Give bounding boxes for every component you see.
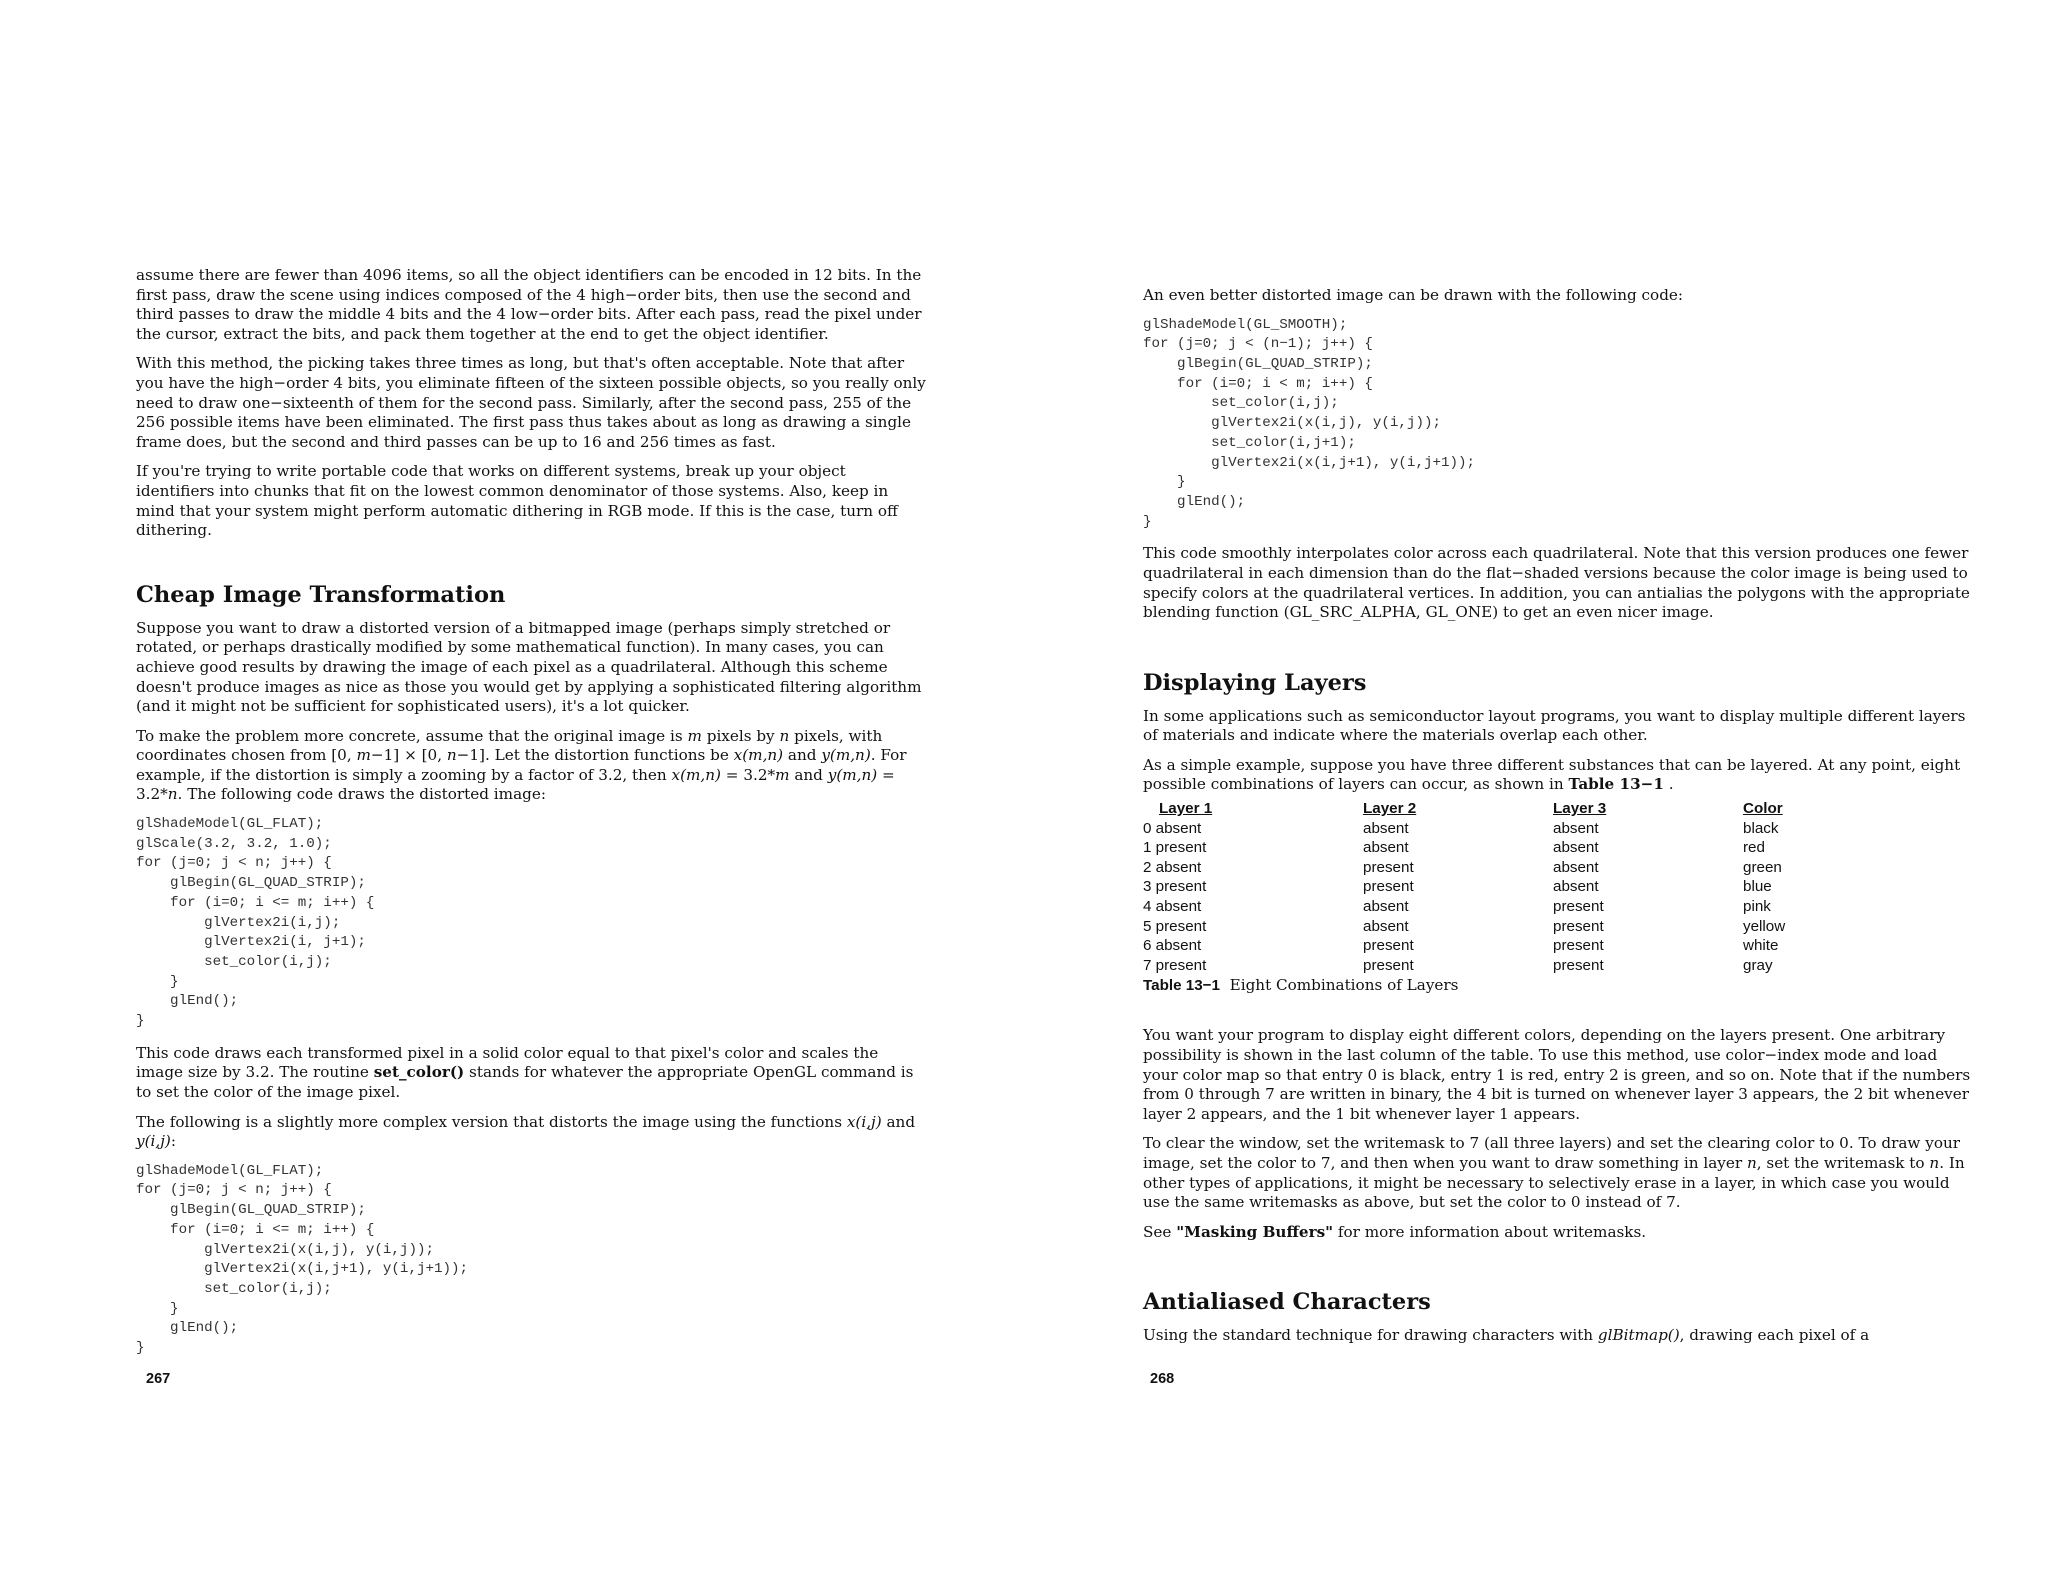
table-cell: present xyxy=(1553,898,1604,916)
table-cell: absent xyxy=(1553,878,1599,896)
table-row xyxy=(1143,897,1803,917)
paragraph: Using the standard technique for drawing characters with glBitmap(), drawing each pixel of a xyxy=(1143,1326,1870,1345)
masking-buffers-link[interactable]: "Masking Buffers" xyxy=(1176,1222,1334,1241)
table-cell: present xyxy=(1553,917,1604,935)
table-cell: present xyxy=(1363,858,1414,876)
right-text-column xyxy=(1143,286,1973,1356)
paragraph: In some applications such as semiconductor layout programs, you want to display multiple different layers of materials and indicate where the materials overlap each other. xyxy=(1143,706,1966,745)
paragraph: As a simple example, suppose you have three different substances that can be layered. At any point, eight possible combinations of layers can occur, as shown in Table 13−1 . xyxy=(1143,755,1961,794)
table-cell: absent xyxy=(1363,917,1409,935)
table-cell: absent xyxy=(1363,898,1409,916)
table-caption: Table 13−1 Eight Combinations of Layers xyxy=(1143,976,1459,995)
table-cell: pink xyxy=(1743,898,1771,916)
table-header-cell: Color xyxy=(1743,800,1783,818)
table-cell: absent xyxy=(1363,819,1409,837)
table-cell: gray xyxy=(1743,956,1773,974)
layers-table xyxy=(1143,799,1803,975)
table-header-cell: Layer 1 xyxy=(1159,800,1213,818)
table-cell: present xyxy=(1363,956,1414,974)
table-row xyxy=(1143,838,1803,858)
table-cell: present xyxy=(1363,937,1414,955)
table-cell: absent xyxy=(1363,839,1409,857)
left-page xyxy=(0,0,1020,1582)
page-number: 268 xyxy=(1150,1371,1175,1387)
section-heading-antialiased-characters: Antialiased Characters xyxy=(1143,1289,1431,1316)
section-heading-displaying-layers: Displaying Layers xyxy=(1143,669,1367,696)
table-cell: 7 present xyxy=(1143,956,1207,974)
table-cell: 1 present xyxy=(1143,839,1207,857)
paragraph: The following is a slightly more complex version that distorts the image using the functions x(i,j) and y(i,j): xyxy=(136,1112,916,1151)
table-cell: present xyxy=(1553,956,1604,974)
table-cell: 2 absent xyxy=(1143,858,1202,876)
table-cell: 6 absent xyxy=(1143,937,1202,955)
paragraph: With this method, the picking takes three times as long, but that's often acceptable. Note that after you have the high−order 4 bits, you eliminate fifteen of the sixteen possible objects, so you really only need to draw one−sixteenth of them for the second pass. Similarly, after the second pass, 255 of the 256 possible items have been eliminated. The first pass thus takes about as long as drawing a single frame does, but the second and third passes can be up to 16 and 256 times as fast. xyxy=(136,354,926,451)
table-cell: 5 present xyxy=(1143,917,1207,935)
table-cell: yellow xyxy=(1743,917,1786,935)
table-header-row xyxy=(1143,799,1803,819)
table-cell: 0 absent xyxy=(1143,819,1202,837)
table-cell: green xyxy=(1743,858,1782,876)
section-heading-cheap-image-transformation: Cheap Image Transformation xyxy=(136,581,506,608)
table-row xyxy=(1143,858,1803,878)
table-cell: absent xyxy=(1553,858,1599,876)
paragraph: Suppose you want to draw a distorted version of a bitmapped image (perhaps simply stretched or rotated, or perhaps drastically modified by some mathematical function). In many cases, you can achieve good results by drawing the image of each pixel as a quadrilateral. Although this scheme doesn't produce images as nice as those you would get by applying a sophisticated filtering algorithm (and it might not be sufficient for sophisticated users), it's a lot quicker. xyxy=(136,618,922,716)
page-number: 267 xyxy=(146,1371,171,1387)
table-row xyxy=(1143,819,1803,839)
table-cell: red xyxy=(1743,839,1765,857)
paragraph-concrete: To make the problem more concrete, assume that the original image is m pixels by n pixels, with coordinates chosen from [0, m−1] × [0, n−1]. Let the distortion functions be x(m,n) and y(m,n). For example, if the distortion is simply a zooming by a factor of 3.2, then x(m,n) = 3.2*m and y(m,n) = 3.2*n. The following code draws the distorted image: xyxy=(136,726,907,804)
table-cell: present xyxy=(1553,937,1604,955)
table-cell: 3 present xyxy=(1143,878,1207,896)
code-block-distorted: glShadeModel(GL_FLAT); for (j=0; j < n; j++) { glBegin(GL_QUAD_STRIP); for (i=0; i <= m; i++) { glVertex2i(x(i,j), y(i,j)); glVertex2i(x(i,j+1), y(i,j+1)); set_color(i,j); } glEnd(); } xyxy=(136,1162,469,1357)
table-row xyxy=(1143,956,1803,976)
code-block-smooth: glShadeModel(GL_SMOOTH); for (j=0; j < (n−1); j++) { glBegin(GL_QUAD_STRIP); for (i=0; i < m; i++) { set_color(i,j); glVertex2i(x(i,j), y(i,j)); set_color(i,j+1); glVertex2i(x(i,j+1), y(i,j+1)); } glEnd(); } xyxy=(1143,316,1476,530)
table-row xyxy=(1143,877,1803,897)
table-header-cell: Layer 2 xyxy=(1363,800,1417,818)
paragraph: If you're trying to write portable code that works on different systems, break up your object identifiers into chunks that fit on the lowest common denominator of those systems. Also, keep in mind that your system might perform automatic dithering in RGB mode. If this is the case, turn off dithering. xyxy=(136,462,898,540)
paragraph: This code draws each transformed pixel in a solid color equal to that pixel's color and scales the image size by 3.2. The routine set_color() stands for whatever the appropriate OpenGL command is to set the color of the image pixel. xyxy=(136,1043,914,1101)
table-row xyxy=(1143,936,1803,956)
paragraph: To clear the window, set the writemask to 7 (all three layers) and set the clearing color to 0. To draw your image, set the color to 7, and then when you want to draw something in layer n, set the writemask to n. In other types of applications, it might be necessary to selectively erase in a layer, in which case you would use the same writemasks as above, but set the color to 0 instead of 7. xyxy=(1143,1134,1965,1212)
paragraph: This code smoothly interpolates color across each quadrilateral. Note that this version produces one fewer quadrilateral in each dimension than do the flat−shaded versions because the color image is being used to specify colors at the quadrilateral vertices. In addition, you can antialias the polygons with the appropriate blending function (GL_SRC_ALPHA, GL_ONE) to get an even nicer image. xyxy=(1143,544,1970,622)
table-row xyxy=(1143,917,1803,937)
right-page xyxy=(1020,0,2048,1582)
paragraph: You want your program to display eight different colors, depending on the layers present. One arbitrary possibility is shown in the last column of the table. To use this method, use color−index mode and load your color map so that entry 0 is black, entry 1 is red, entry 2 is green, and so on. Note that if the numbers from 0 through 7 are written in binary, the 4 bit is turned on whenever layer 3 appears, the 2 bit whenever layer 2 appears, and the 1 bit whenever layer 1 appears. xyxy=(1143,1026,1971,1123)
table-cell: black xyxy=(1743,819,1779,837)
table-cell: 4 absent xyxy=(1143,898,1202,916)
table-reference-link[interactable]: Table 13−1 xyxy=(1568,775,1664,794)
table-cell: blue xyxy=(1743,878,1772,896)
table-cell: present xyxy=(1363,878,1414,896)
left-text-column xyxy=(136,266,926,1371)
paragraph: An even better distorted image can be drawn with the following code: xyxy=(1143,286,1684,304)
table-header-cell: Layer 3 xyxy=(1553,800,1607,818)
paragraph: assume there are fewer than 4096 items, so all the object identifiers can be encoded in 12 bits. In the first pass, draw the scene using indices composed of the 4 high−order bits, then use the second and third passes to draw the middle 4 bits and the 4 low−order bits. After each pass, read the pixel under the cursor, extract the bits, and pack them together at the end to get the object identifier. xyxy=(136,266,922,343)
table-cell: absent xyxy=(1553,819,1599,837)
table-cell: white xyxy=(1743,937,1779,955)
code-block-flat: glShadeModel(GL_FLAT); glScale(3.2, 3.2, 1.0); for (j=0; j < n; j++) { glBegin(GL_QUAD_STRIP); for (i=0; i <= m; i++) { glVertex2i(i,j); glVertex2i(i, j+1); set_color(i,j); } glEnd(); } xyxy=(136,816,375,1030)
paragraph: See "Masking Buffers" for more information about writemasks. xyxy=(1143,1222,1647,1241)
table-cell: absent xyxy=(1553,839,1599,857)
